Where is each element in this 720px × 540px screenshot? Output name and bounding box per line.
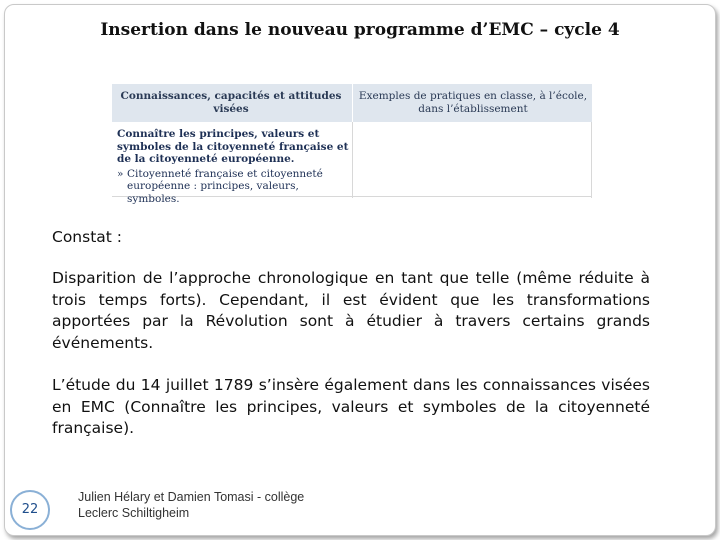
excerpt-main-competency: Connaître les principes, valeurs et symboles de la citoyenneté française et de la citoyenneté européenne. <box>117 128 349 165</box>
excerpt-header-right: Exemples de pratiques en classe, à l’école, dans l’établissement <box>358 90 588 115</box>
paragraph-14-juillet: L’étude du 14 juillet 1789 s’insère également dans les connaissances visées en EMC (Connaître les principes, valeurs et symboles de la citoyenneté française). <box>52 376 650 437</box>
page-number-badge: 22 <box>10 490 50 530</box>
excerpt-list-item-text: Citoyenneté française et citoyenneté européenne : principes, valeurs, symboles. <box>127 167 323 205</box>
program-excerpt-image <box>112 84 592 205</box>
footer-line-2: Leclerc Schiltigheim <box>78 506 190 520</box>
slide-title: Insertion dans le nouveau programme d’EMC – cycle 4 <box>100 20 620 40</box>
excerpt-list-item <box>117 168 349 206</box>
excerpt-column-divider-body <box>352 122 353 198</box>
footer-line-1: Julien Hélary et Damien Tomasi - collège <box>78 490 305 504</box>
excerpt-header-left: Connaissances, capacités et attitudes visées <box>120 90 342 115</box>
excerpt-right-border <box>591 122 592 198</box>
footer-author <box>78 489 358 521</box>
constat-label: Constat : <box>52 228 123 246</box>
bullet-icon: » <box>117 167 124 180</box>
paragraph-chronology: Disparition de l’approche chronologique en tant que telle (même réduite à trois temps forts). Cependant, il est évident que les transformations apportées par la Révolution sont à étudier à travers certains grands événements. <box>52 269 650 352</box>
excerpt-body-left <box>117 128 349 205</box>
